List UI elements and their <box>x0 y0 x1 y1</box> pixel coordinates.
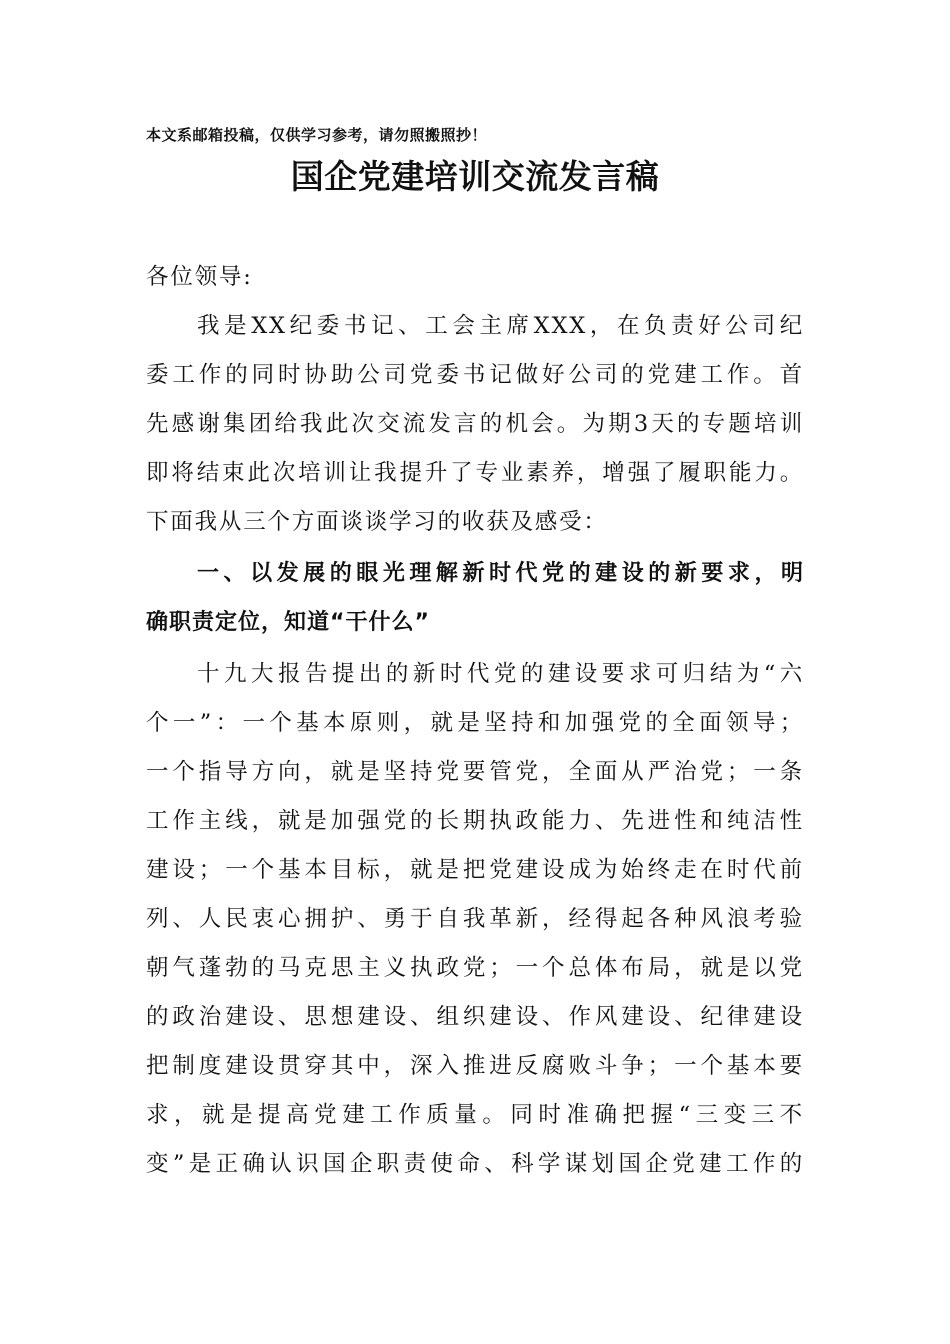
paragraph-line: 我是XX纪委书记、工会主席XXX，在负责好公司纪 <box>197 313 804 339</box>
paragraph-line: 的政治建设、思想建设、组织建设、作风建设、纪律建设 <box>146 1004 804 1030</box>
paragraph-line: 求，就是提高党建工作质量。同时准确把握“三变三不 <box>146 1102 804 1128</box>
paragraph-line: 一个指导方向，就是坚持党要管党，全面从严治党；一条 <box>146 759 804 785</box>
paragraph-line: 工作主线，就是加强党的长期执政能力、先进性和纯洁性 <box>146 808 804 834</box>
paragraph-line: 先感谢集团给我此次交流发言的机会。为期3天的专题培训 <box>146 411 804 437</box>
section-heading: 一、以发展的眼光理解新时代党的建设的新要求，明 <box>197 561 804 586</box>
paragraph-line: 个一”：一个基本原则，就是坚持和加强党的全面领导； <box>146 710 804 736</box>
paragraph-line: 把制度建设贯穿其中，深入推进反腐败斗争；一个基本要 <box>146 1053 804 1079</box>
paragraph-line: 十九大报告提出的新时代党的建设要求可归结为“六 <box>197 661 804 687</box>
document-title: 国企党建培训交流发言稿 <box>290 157 660 196</box>
paragraph-line: 委工作的同时协助公司党委书记做好公司的党建工作。首 <box>146 362 804 388</box>
paragraph-line: 列、人民衷心拥护、勇于自我革新，经得起各种风浪考验 <box>146 906 804 932</box>
paragraph-line: 建设；一个基本目标，就是把党建设成为始终走在时代前 <box>146 857 804 883</box>
paragraph-line: 变”是正确认识国企职责使命、科学谋划国企党建工作的 <box>146 1151 804 1177</box>
paragraph-line: 下面我从三个方面谈谈学习的收获及感受： <box>146 509 608 535</box>
submission-notice: 本文系邮箱投稿，仅供学习参考，请勿照搬照抄！ <box>146 126 488 144</box>
paragraph-line: 即将结束此次培训让我提升了专业素养，增强了履职能力。 <box>146 460 804 486</box>
paragraph-line: 朝气蓬勃的马克思主义执政党；一个总体布局，就是以党 <box>146 955 804 981</box>
section-heading: 确职责定位，知道“干什么” <box>146 610 430 635</box>
salutation: 各位领导: <box>146 264 253 290</box>
